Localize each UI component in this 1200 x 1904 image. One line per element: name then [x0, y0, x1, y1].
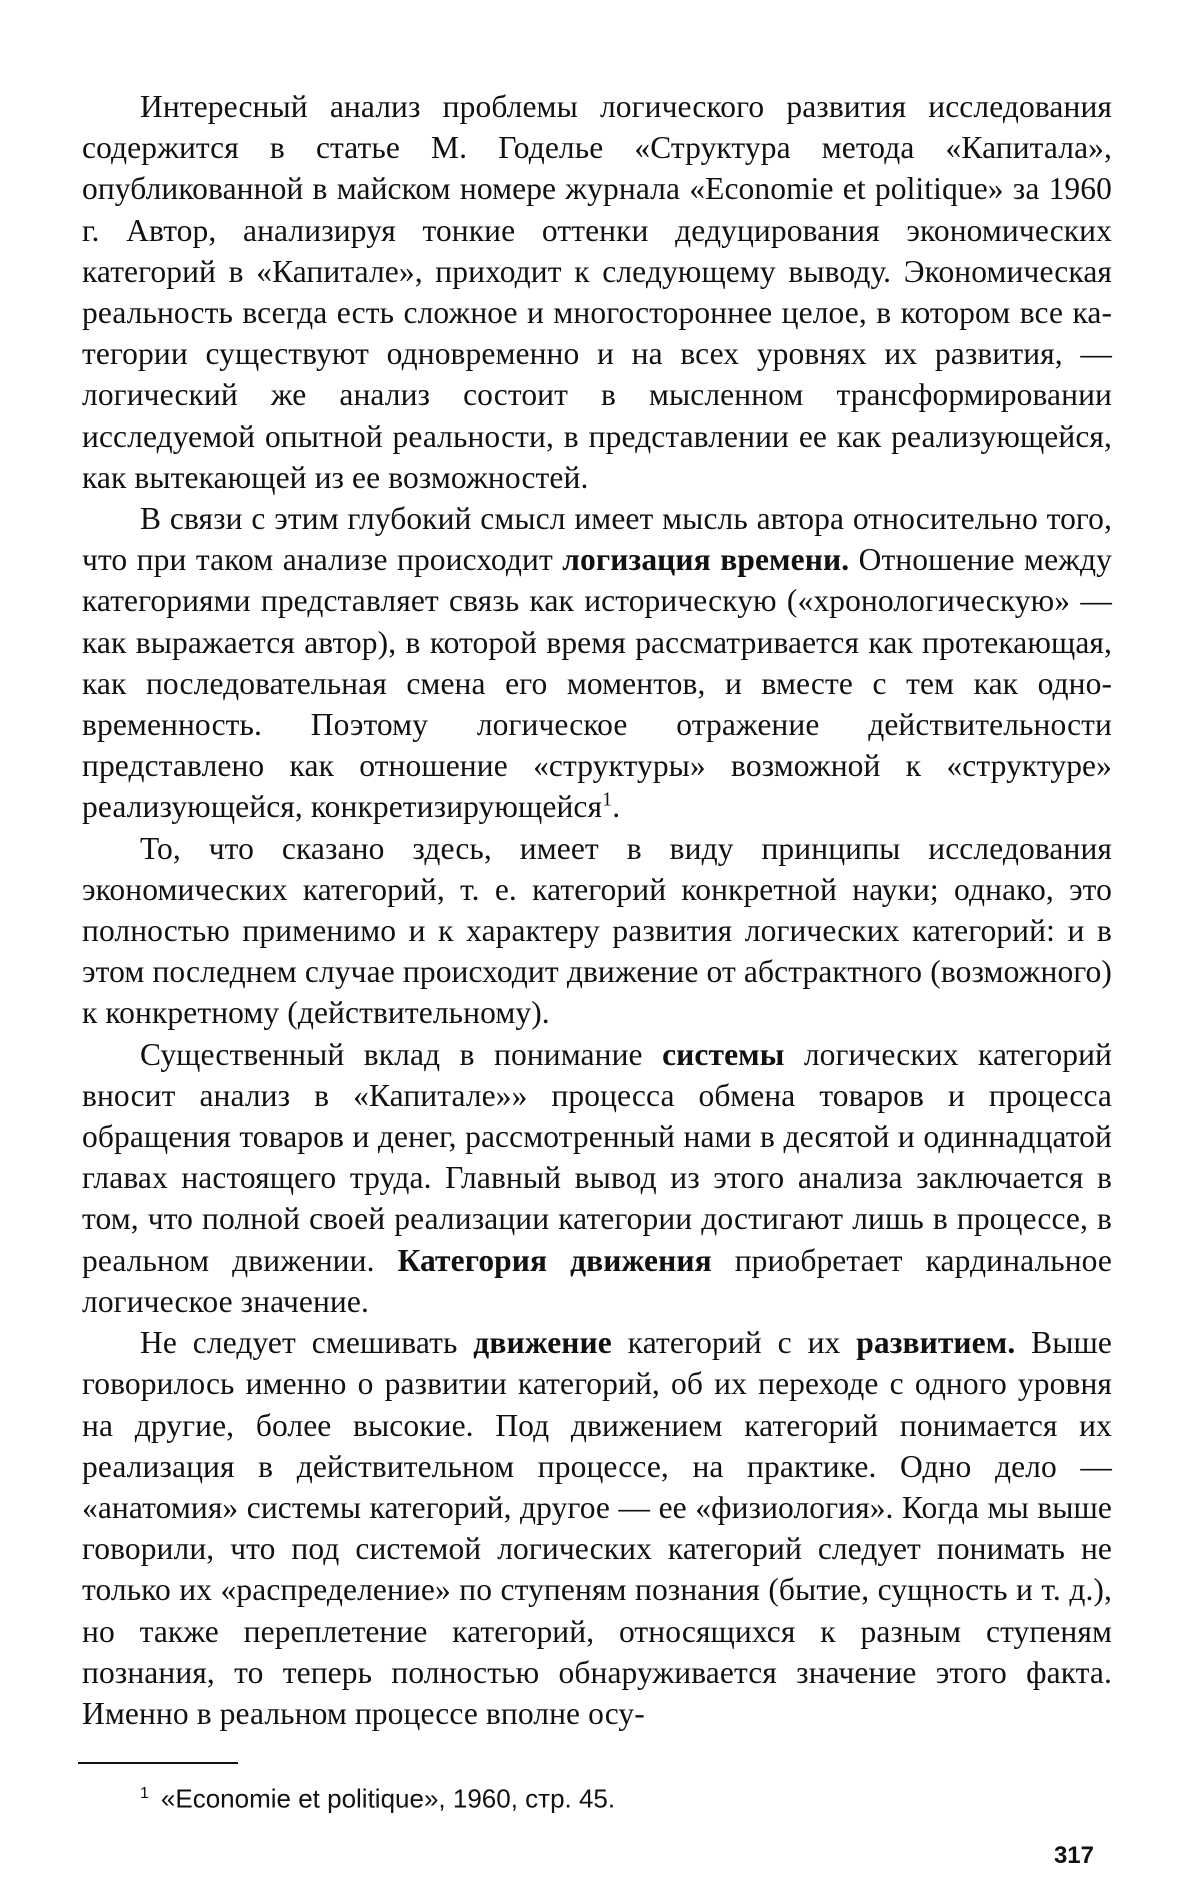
footnote-reference: 1 — [602, 788, 613, 811]
paragraph-text: Существенный вклад в понимание — [140, 1036, 663, 1072]
paragraph-text: . — [612, 789, 621, 825]
paragraph-text: Интересный анализ проблемы логического развития исследования содержится в статье М. Годелье «Структура метода «Капитала», опубликованной в майском номере журнала «Economie et politique» за 1960 г. Автор, анализируя тонкие оттенки дедуцирования экономических категорий в «Капитале», приходит к следующему выводу. Экономическая реальность всегда есть сложное и многостороннее целое, в котором все категории существуют одновременно и на всех уровнях их развития, — логический же анализ состоит в мысленном трансформировании исследуемой опытной реальности, в представлении ее как реализующейся, как вытекающей из ее возможностей. — [82, 89, 1112, 495]
paragraph-text: приобретает кардинальное логическое значение. — [82, 1242, 1112, 1319]
page-body — [82, 86, 1112, 1734]
paragraph-3 — [82, 828, 1112, 1034]
footnote-divider — [78, 1762, 238, 1764]
paragraph-text: Не следует смешивать — [140, 1325, 474, 1361]
paragraph-text: Отношение между категориями представляет связь как историческую («хронологическую» — как выражается автор), в которой время рассматривается как протекающая, как последовательная смена его моментов, и вместе с тем как одновременность. Поэтому логическое отражение действительности представлено как отношение «структуры» возможной к «структуре» реализующейся, конкретизирующейся — [82, 542, 1112, 825]
page-number: 317 — [1053, 1842, 1094, 1869]
footnote — [140, 1778, 615, 1815]
paragraph-4 — [82, 1034, 1112, 1322]
emphasized-term: логизация времени. — [562, 542, 850, 578]
paragraph-text: логических категорий вносит анализ в «Капитале»» процесса обмена товаров и процесса обращения товаров и денег, рассмотренный нами в десятой и одиннадцатой главах настоящего труда. Главный вывод из этого анализа заключается в том, что полной своей реализации категории достигают лишь в процессе, в реальном движении. — [82, 1036, 1113, 1278]
paragraph-text: В связи с этим глубокий смысл имеет мысль автора относительно того, что при таком анализе происходит — [82, 501, 1112, 578]
paragraph-2 — [82, 498, 1112, 828]
paragraph-1 — [82, 86, 1112, 498]
emphasized-term: движение — [473, 1325, 612, 1361]
emphasized-term: Категория движения — [397, 1242, 712, 1278]
emphasized-term: развитием. — [856, 1325, 1016, 1361]
paragraph-5 — [82, 1322, 1112, 1734]
paragraph-text: То, что сказано здесь, имеет в виду принципы исследования экономических категорий, т. е. категорий конкретной науки; однако, это полностью применимо и к характеру развития логических категорий: и в этом последнем случае происходит движение от абстрактного (возможного) к конкретному (действительному). — [82, 830, 1112, 1031]
footnote-mark: 1 — [140, 1785, 149, 1802]
paragraph-text: категорий с их — [611, 1325, 857, 1361]
emphasized-term: системы — [662, 1036, 785, 1072]
paragraph-text: Выше говорилось именно о развитии категорий, об их переходе с одного уровня на другие, более высокие. Под движением категорий понимается их реализация в действительном процессе, на практике. Одно дело — «анатомия» системы категорий, другое — ее «физиология». Когда мы выше говорили, что под системой логических категорий следует понимать не только их «распределение» по ступеням познания (бытие, сущность и т. д.), но также переплетение категорий, относящихся к разным ступеням познания, то теперь полностью обнаруживается значение этого факта. Именно в реальном процессе вполне осу- — [82, 1325, 1112, 1731]
footnote-text: «Economie et politique», 1960, стр. 45. — [160, 1783, 616, 1814]
